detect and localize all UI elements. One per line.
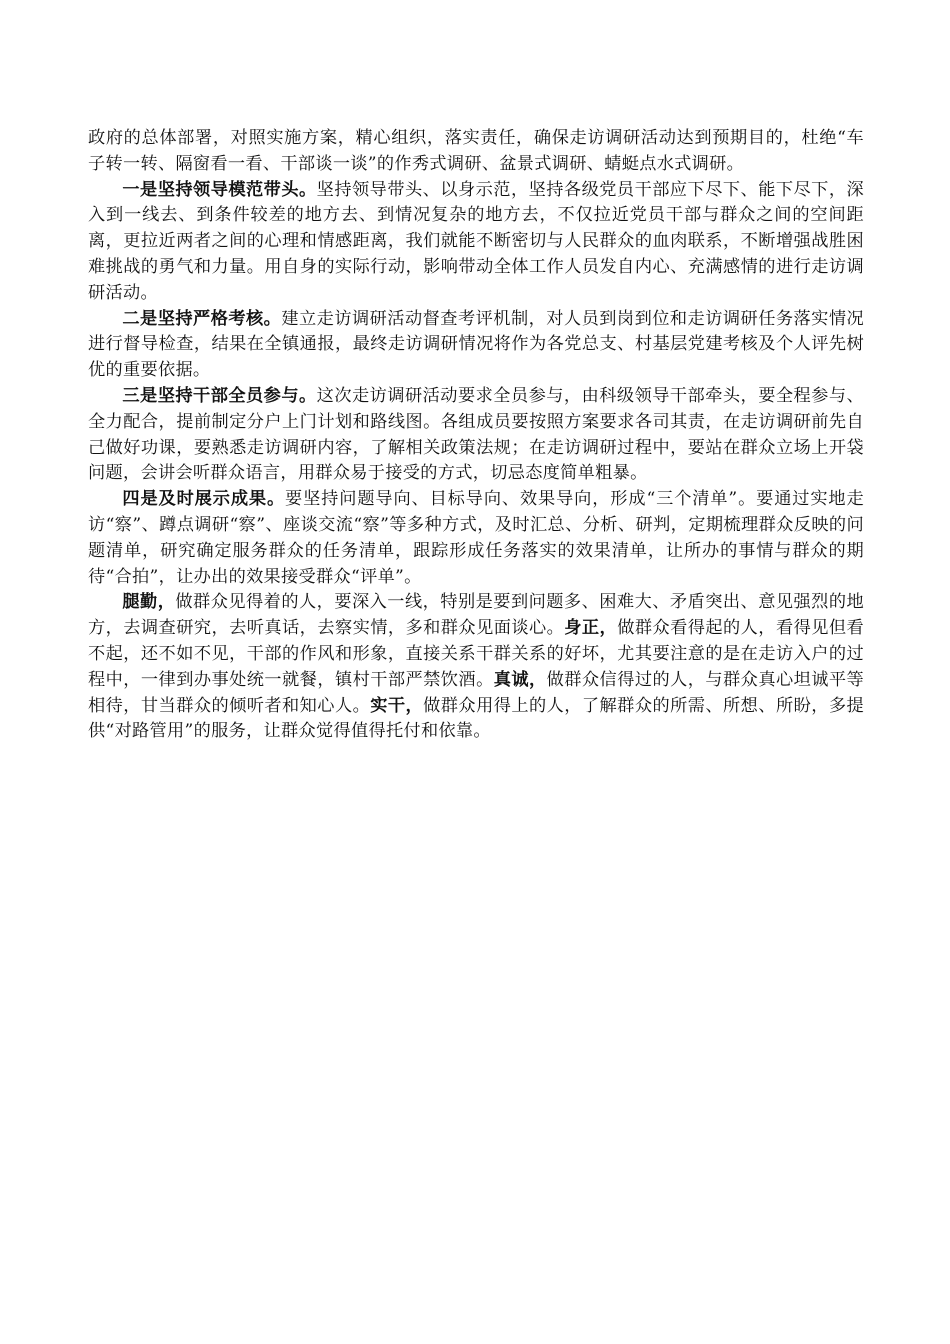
conduct-heading-sincere: 真诚， [493,669,547,690]
conduct-text-practical: 做群众用得上的人，了解群众的所需、所想、所盼，多提供“对路管用”的服务，让群众觉得值得托付和依靠。 [88,695,864,742]
paragraph-point-1-heading: 一是坚持领导模范带头。 [122,179,317,200]
paragraph-intro [88,126,864,178]
paragraph-point-3 [88,384,864,487]
paragraph-point-1 [88,178,864,307]
conduct-text-diligent: 做群众见得着的人，要深入一线，特别是要到问题多、困难大、矛盾突出、意见强烈的地方，去调查研究，去听真话，去察实情，多和群众见面谈心。 [88,592,864,639]
paragraph-point-2 [88,307,864,384]
paragraph-point-4-text: 要坚持问题导向、目标导向、效果导向，形成“三个清单”。要通过实地走访“察”、蹲点调研“察”、座谈交流“察”等多种方式，及时汇总、分析、研判，定期梳理群众反映的问题清单，研究确定服务群众的任务清单，跟踪形成任务落实的效果清单，让所办的事情与群众的期待“合拍”，让办出的效果接受群众“评单”。 [88,489,864,587]
conduct-text-sincere: 做群众信得过的人，与群众真心坦诚平等相待，甘当群众的倾听者和知心人。 [88,669,864,716]
paragraph-point-4-heading: 四是及时展示成果。 [122,489,286,510]
conduct-text-upright: 做群众看得起的人，看得见但看不起，还不如不见，干部的作风和形象，直接关系干群关系的好坏，尤其要注意的是在走访入户的过程中，一律到办事处统一就餐，镇村干部严禁饮酒。 [88,618,864,690]
conduct-heading-practical: 实干， [370,695,424,716]
paragraph-point-3-text: 这次走访调研活动要求全员参与，由科级领导干部牵头，要全程参与、全力配合，提前制定分户上门计划和路线图。各组成员要按照方案要求各司其责，在走访调研前先自己做好功课，要熟悉走访调研内容，了解相关政策法规；在走访调研过程中，要站在群众立场上开袋问题，会讲会听群众语言，用群众易于接受的方式，切忌态度简单粗暴。 [88,385,864,484]
conduct-heading-diligent: 腿勤， [122,592,176,613]
paragraph-point-3-heading: 三是坚持干部全员参与。 [122,385,317,406]
paragraph-point-4 [88,487,864,590]
paragraph-conduct [88,590,864,745]
conduct-heading-upright: 身正， [564,618,618,639]
paragraph-point-2-text: 建立走访调研活动督查考评机制，对人员到岗到位和走访调研任务落实情况进行督导检查，结果在全镇通报，最终走访调研情况将作为各党总支、村基层党建考核及个人评先树优的重要依据。 [88,308,864,381]
paragraph-intro-text: 政府的总体部署，对照实施方案，精心组织，落实责任，确保走访调研活动达到预期目的，杜绝“车子转一转、隔窗看一看、干部谈一谈”的作秀式调研、盆景式调研、蜻蜓点水式调研。 [88,128,864,174]
paragraph-point-2-heading: 二是坚持严格考核。 [122,308,282,329]
paragraph-point-1-text: 坚持领导带头、以身示范，坚持各级党员干部应下尽下、能下尽下，深入到一线去、到条件较差的地方去、到情况复杂的地方去，不仅拉近党员干部与群众之间的空间距离，更拉近两者之间的心理和情感距离，我们就能不断密切与人民群众的血肉联系，不断增强战胜困难挑战的勇气和力量。用自身的实际行动，影响带动全体工作人员发自内心、充满感情的进行走访调研活动。 [88,179,864,303]
document-body [88,126,864,745]
